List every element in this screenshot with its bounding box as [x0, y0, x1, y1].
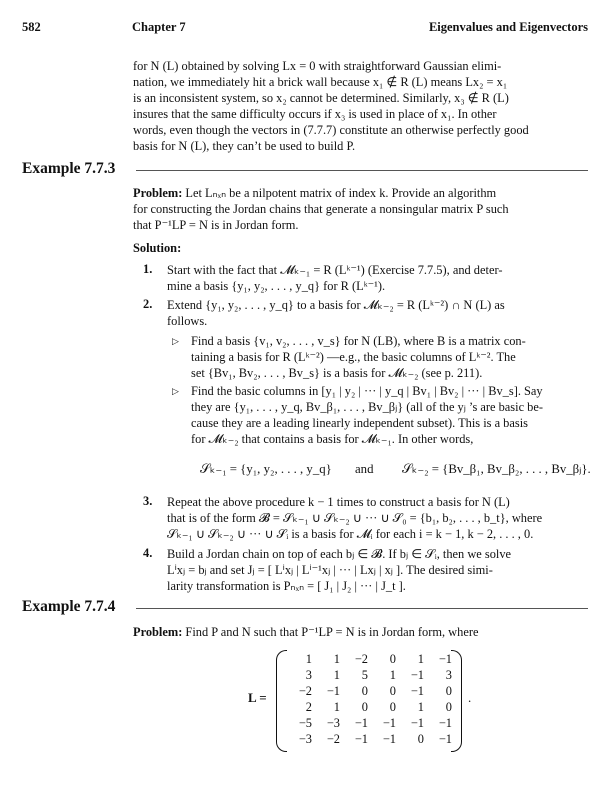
- text-line: words, even though the vectors in (7.7.7) constitute an otherwise perfectly good: [133, 123, 529, 137]
- chapter-title: Chapter 7: [132, 20, 186, 34]
- matrix-cell: 1: [417, 699, 424, 714]
- matrix-cell: 0: [389, 699, 396, 714]
- step-number: 4.: [143, 546, 153, 560]
- display-equation-left: 𝒮ₖ₋₁ = {y₁, y₂, . . . , y_q}: [200, 462, 332, 476]
- step-1-text: [167, 262, 585, 294]
- matrix-cell: −1: [438, 715, 452, 730]
- matrix-cell: 0: [417, 731, 424, 746]
- text-line: is an inconsistent system, so x₂ cannot be determined. Similarly, x₃ ∉ R (L): [133, 91, 509, 105]
- step-4-text: [167, 546, 585, 594]
- solution-heading: Solution:: [133, 241, 182, 255]
- text-line: Build a Jordan chain on top of each bⱼ ∈ 𝓑. If bⱼ ∈ 𝒮ᵢ, then we solve: [167, 547, 512, 561]
- text-line: Find P and N such that P⁻¹LP = N is in Jordan form, where: [182, 625, 479, 639]
- matrix-row: [284, 683, 452, 699]
- matrix-cell: 0: [445, 699, 452, 714]
- matrix-cell: −2: [354, 651, 368, 666]
- text-line: for 𝓜ₖ₋₂ that contains a basis for 𝓜ₖ₋₁. In other words,: [191, 432, 474, 446]
- example-label: Example 7.7.3: [22, 160, 116, 177]
- matrix-cell: 5: [361, 667, 368, 682]
- text-line: Let Lₙₓₙ be a nilpotent matrix of index k. Provide an algorithm: [182, 186, 497, 200]
- text-line: Find the basic columns in [y₁ | y₂ | ··· | y_q | Bv₁ | Bv₂ | ··· | Bv_s]. Say: [191, 384, 543, 398]
- text-line: they are {y₁, . . . , y_q, Bv_β₁, . . . , Bv_βⱼ} (all of the yⱼ ’s are basic be-: [191, 400, 543, 414]
- section-title: Eigenvalues and Eigenvectors: [428, 20, 588, 34]
- matrix-cell: 0: [445, 683, 452, 698]
- matrix-cell: 0: [389, 651, 396, 666]
- matrix-cell: 3: [445, 667, 452, 682]
- matrix-cell: 1: [417, 651, 424, 666]
- intro-paragraph: [133, 58, 585, 154]
- page-number: 582: [22, 20, 41, 34]
- running-header: [22, 20, 588, 38]
- matrix-cell: −1: [438, 731, 452, 746]
- example-rule: [136, 170, 588, 171]
- matrix-cell: −2: [326, 731, 340, 746]
- display-equation-and: and: [355, 462, 374, 476]
- problem-statement: [133, 624, 585, 640]
- matrix-cell: 1: [333, 651, 340, 666]
- matrix-cell: 0: [361, 699, 368, 714]
- matrix-cell: −5: [298, 715, 312, 730]
- step-number: 3.: [143, 494, 153, 508]
- text-line: mine a basis {y₁, y₂, . . . , y_q} for R (Lᵏ⁻¹).: [167, 279, 386, 293]
- text-line: Find a basis {v₁, v₂, . . . , v_s} for N (LB), where B is a matrix con-: [191, 334, 526, 348]
- matrix-cell: −1: [438, 651, 452, 666]
- matrix-row: [284, 651, 452, 667]
- step-3-text: [167, 494, 585, 542]
- text-line: taining a basis for R (Lᵏ⁻²) —e.g., the basic columns of Lᵏ⁻². The: [191, 350, 516, 364]
- text-line: nation, we immediately hit a brick wall because x₁ ∉ R (L) means Lx₂ = x₁: [133, 75, 508, 89]
- triangle-bullet-icon: ▷: [172, 387, 179, 397]
- text-line: basis for N (L), they can’t be used to build P.: [133, 139, 356, 153]
- text-line: set {Bv₁, Bv₂, . . . , Bv_s} is a basis for 𝓜ₖ₋₂ (see p. 211).: [191, 366, 483, 380]
- matrix-cell: −1: [410, 715, 424, 730]
- matrix-cell: −3: [326, 715, 340, 730]
- text-line: for N (L) obtained by solving Lx = 0 with straightforward Gaussian elimi-: [133, 59, 502, 73]
- problem-heading: Problem:: [133, 186, 183, 200]
- text-line: 𝒮ₖ₋₁ ∪ 𝒮ₖ₋₂ ∪ ··· ∪ 𝒮ᵢ is a basis for 𝓜ᵢ for each i = k − 1, k − 2, . . . , 0.: [167, 527, 534, 541]
- matrix-cell: 1: [389, 667, 396, 682]
- matrix-cell: −1: [382, 715, 396, 730]
- text-line: Repeat the above procedure k − 1 times to construct a basis for N (L): [167, 495, 510, 509]
- matrix-row: [284, 731, 452, 747]
- step-number: 1.: [143, 262, 153, 276]
- step-2-text: [167, 297, 585, 329]
- matrix-cell: −1: [354, 731, 368, 746]
- right-parenthesis: [451, 650, 462, 752]
- matrix-row: [284, 699, 452, 715]
- example-label: Example 7.7.4: [22, 598, 116, 615]
- bullet-a-text: [191, 333, 585, 381]
- matrix-cell: −2: [298, 683, 312, 698]
- text-line: cause they are a leading linearly independent subset). This is a basis: [191, 416, 528, 430]
- text-line: insures that the same difficulty occurs if x₃ is used in place of x₁. In other: [133, 107, 497, 121]
- matrix-L: [276, 650, 462, 750]
- matrix-row: [284, 667, 452, 683]
- text-line: larity transformation is Pₙₓₙ = [ J₁ | J₂ | ··· | J_t ].: [167, 579, 406, 593]
- matrix-cell: 1: [305, 651, 312, 666]
- problem-heading: Problem:: [133, 625, 183, 639]
- matrix-cell: −3: [298, 731, 312, 746]
- triangle-bullet-icon: ▷: [172, 337, 179, 347]
- matrix-cell: 2: [305, 699, 312, 714]
- matrix-period: .: [468, 690, 472, 705]
- matrix-cell: 1: [333, 699, 340, 714]
- matrix-cell: 3: [305, 667, 312, 682]
- example-rule: [136, 608, 588, 609]
- matrix-cell: 0: [389, 683, 396, 698]
- matrix-cell: −1: [354, 715, 368, 730]
- matrix-cell: 1: [333, 667, 340, 682]
- matrix-row: [284, 715, 452, 731]
- matrix-cell: −1: [382, 731, 396, 746]
- text-line: that is of the form 𝓑 = 𝒮ₖ₋₁ ∪ 𝒮ₖ₋₂ ∪ ··· ∪ 𝒮₀ = {b₁, b₂, . . . , b_t}, where: [167, 511, 543, 525]
- text-line: for constructing the Jordan chains that generate a nonsingular matrix P such: [133, 202, 509, 216]
- problem-statement: [133, 185, 585, 233]
- text-line: follows.: [167, 314, 208, 328]
- bullet-b-text: [191, 383, 585, 447]
- text-line: Start with the fact that 𝓜ₖ₋₁ = R (Lᵏ⁻¹) (Exercise 7.7.5), and deter-: [167, 263, 503, 277]
- matrix-entries: [284, 651, 452, 747]
- matrix-label: L =: [248, 690, 267, 705]
- step-number: 2.: [143, 297, 153, 311]
- text-line: Lⁱxⱼ = bⱼ and set Jⱼ = [ Lⁱxⱼ | Lⁱ⁻¹xⱼ | ··· | Lxⱼ | xⱼ ]. The desired simi-: [167, 563, 493, 577]
- matrix-cell: −1: [410, 683, 424, 698]
- matrix-cell: −1: [410, 667, 424, 682]
- text-line: that P⁻¹LP = N is in Jordan form.: [133, 218, 299, 232]
- display-equation-right: 𝒮ₖ₋₂ = {Bv_β₁, Bv_β₂, . . . , Bv_βⱼ}.: [402, 462, 591, 476]
- matrix-cell: −1: [326, 683, 340, 698]
- matrix-cell: 0: [361, 683, 368, 698]
- text-line: Extend {y₁, y₂, . . . , y_q} to a basis for 𝓜ₖ₋₂ = R (Lᵏ⁻²) ∩ N (L) as: [167, 298, 505, 312]
